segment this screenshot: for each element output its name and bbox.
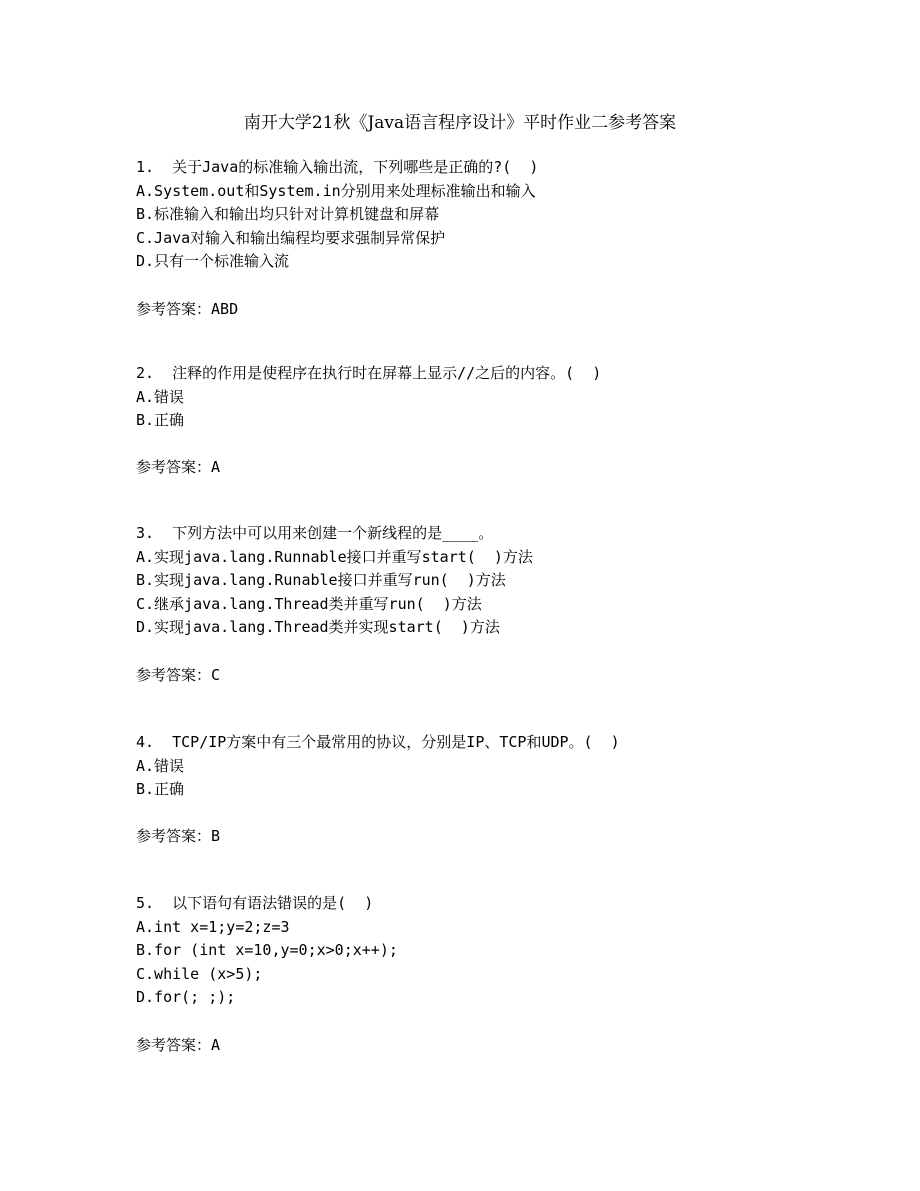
option-a: A.System.out和System.in分别用来处理标准输出和输入 xyxy=(136,181,536,200)
document-title: 南开大学21秋《Java语言程序设计》平时作业二参考答案 xyxy=(243,113,677,133)
reference-answer xyxy=(136,664,533,688)
option-c: C.继承java.lang.Thread类并重写run( )方法 xyxy=(136,594,482,613)
option-b: B.for (int x=10,y=0;x>0;x++); xyxy=(136,941,398,960)
option-b: B.正确 xyxy=(136,411,185,430)
answer-label: 参考答案： xyxy=(136,1035,212,1054)
option-c: C.while (x>5); xyxy=(136,964,263,983)
question-1 xyxy=(136,156,538,321)
question-stem: 5. 以下语句有语法错误的是( ) xyxy=(136,894,374,912)
answer-value: A xyxy=(211,458,221,477)
answer-value: C xyxy=(211,665,221,684)
answer-value: A xyxy=(211,1035,221,1054)
answer-label: 参考答案： xyxy=(136,299,212,318)
option-d: D.实现java.lang.Thread类并实现start( )方法 xyxy=(136,618,500,637)
reference-answer xyxy=(136,825,620,849)
option-d: D.只有一个标准输入流 xyxy=(136,252,290,271)
question-3 xyxy=(136,522,533,687)
reference-answer xyxy=(136,298,538,322)
question-stem: 3. 下列方法中可以用来创建一个新线程的是____。 xyxy=(136,524,494,542)
reference-answer xyxy=(136,1034,398,1058)
option-b: B.正确 xyxy=(136,780,185,799)
reference-answer xyxy=(136,456,601,480)
question-2 xyxy=(136,362,601,480)
answer-label: 参考答案： xyxy=(136,827,212,846)
question-stem: 4. TCP/IP方案中有三个最常用的协议，分别是IP、TCP和UDP。( ) xyxy=(136,733,620,751)
question-5 xyxy=(136,892,398,1057)
option-a: A.int x=1;y=2;z=3 xyxy=(136,917,290,936)
option-c: C.Java对输入和输出编程均要求强制异常保护 xyxy=(136,228,446,247)
answer-value: B xyxy=(211,827,221,846)
answer-label: 参考答案： xyxy=(136,665,212,684)
option-d: D.for(; ;); xyxy=(136,988,236,1007)
option-a: A.实现java.lang.Runnable接口并重写start( )方法 xyxy=(136,547,533,566)
answer-value: ABD xyxy=(211,299,239,318)
option-b: B.实现java.lang.Runable接口并重写run( )方法 xyxy=(136,571,506,590)
answer-label: 参考答案： xyxy=(136,458,212,477)
question-4 xyxy=(136,731,620,849)
question-stem: 1. 关于Java的标准输入输出流，下列哪些是正确的?( ) xyxy=(136,158,539,176)
option-b: B.标准输入和输出均只针对计算机键盘和屏幕 xyxy=(136,205,440,224)
question-stem: 2. 注释的作用是使程序在执行时在屏幕上显示//之后的内容。( ) xyxy=(136,364,602,382)
option-a: A.错误 xyxy=(136,756,185,775)
option-a: A.错误 xyxy=(136,387,185,406)
